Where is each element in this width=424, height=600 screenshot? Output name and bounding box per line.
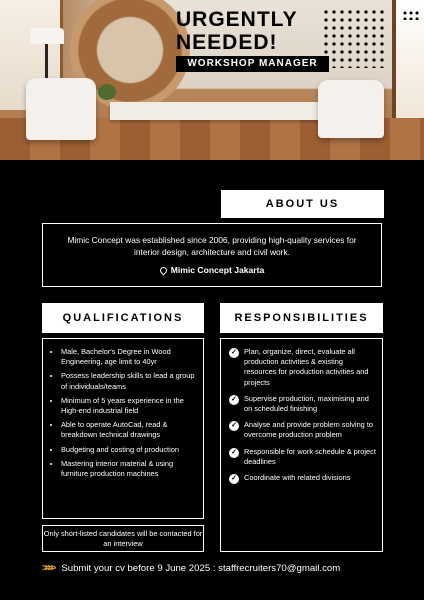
check-circle-icon: ✓ xyxy=(229,421,239,431)
list-item: • Mastering interior material & using furniture production machines xyxy=(61,459,197,479)
qualifications-box xyxy=(42,338,204,519)
headline-line2: NEEDED! xyxy=(176,31,278,54)
submit-cv-text: Submit your cv before 9 June 2025 : staffrecruiters70@gmail.com xyxy=(61,562,341,574)
responsibility-text: Plan, organize, direct, evaluate all production activities & existing resources for production activities and projects xyxy=(244,347,369,387)
responsibility-text: Coordinate with related divisions xyxy=(244,473,351,483)
about-text: Mimic Concept was established since 2006, providing high-quality services for interior design, architecture and civil work. xyxy=(67,235,357,257)
footer xyxy=(42,561,402,575)
white-bench xyxy=(110,102,320,120)
check-circle-icon: ✓ xyxy=(229,395,239,405)
chevrons-right-icon: >>>> xyxy=(42,562,54,574)
check-circle-icon: ✓ xyxy=(229,474,239,484)
list-item xyxy=(229,447,376,467)
about-heading: ABOUT US xyxy=(221,190,384,218)
armchair-left xyxy=(26,78,96,140)
hero-photo xyxy=(0,0,424,160)
responsibilities-box xyxy=(220,338,383,552)
list-item: • Able to operate AutoCad, read & breakdown technical drawings xyxy=(61,420,197,440)
responsibility-text: Supervise production, maximising and on scheduled finishing xyxy=(244,393,369,414)
responsibility-text: Analyse and provide problem solving to overcome production problem xyxy=(244,420,374,440)
responsibility-text: Responsible for work schedule & project deadlines xyxy=(244,446,376,466)
check-circle-icon: ✓ xyxy=(229,348,239,358)
headline xyxy=(176,8,336,54)
job-title-badge: WORKSHOP MANAGER xyxy=(176,56,329,72)
list-item xyxy=(229,347,376,388)
list-item: • Male, Bachelor's Degree in Wood Engineering, age limit to 40yr xyxy=(61,347,197,367)
list-item xyxy=(229,473,376,484)
list-item xyxy=(229,420,376,440)
list-item xyxy=(229,394,376,414)
list-item: • Minimum of 5 years experience in the High-end industrial field xyxy=(61,396,197,416)
responsibilities-heading: RESPONSIBILITIES xyxy=(220,303,383,333)
headline-line1: URGENTLY xyxy=(176,8,298,31)
potted-plant xyxy=(98,84,116,100)
dot-pattern-small-decor xyxy=(402,10,420,20)
lamp-shade xyxy=(30,28,64,44)
location-line xyxy=(61,264,363,276)
about-box xyxy=(42,223,382,287)
shortlist-note: Only short-listed candidates will be contacted for an interview xyxy=(42,525,204,552)
check-circle-icon: ✓ xyxy=(229,448,239,458)
armchair-right xyxy=(318,80,384,138)
qualifications-heading: QUALIFICATIONS xyxy=(42,303,204,333)
qualifications-list xyxy=(51,347,197,479)
location-pin-icon xyxy=(158,266,168,276)
location-text: Mimic Concept Jakarta xyxy=(170,265,265,275)
list-item: • Possess leadership skills to lead a group of individuals/teams xyxy=(61,371,197,391)
list-item: • Budgeting and costing of production xyxy=(61,445,197,455)
